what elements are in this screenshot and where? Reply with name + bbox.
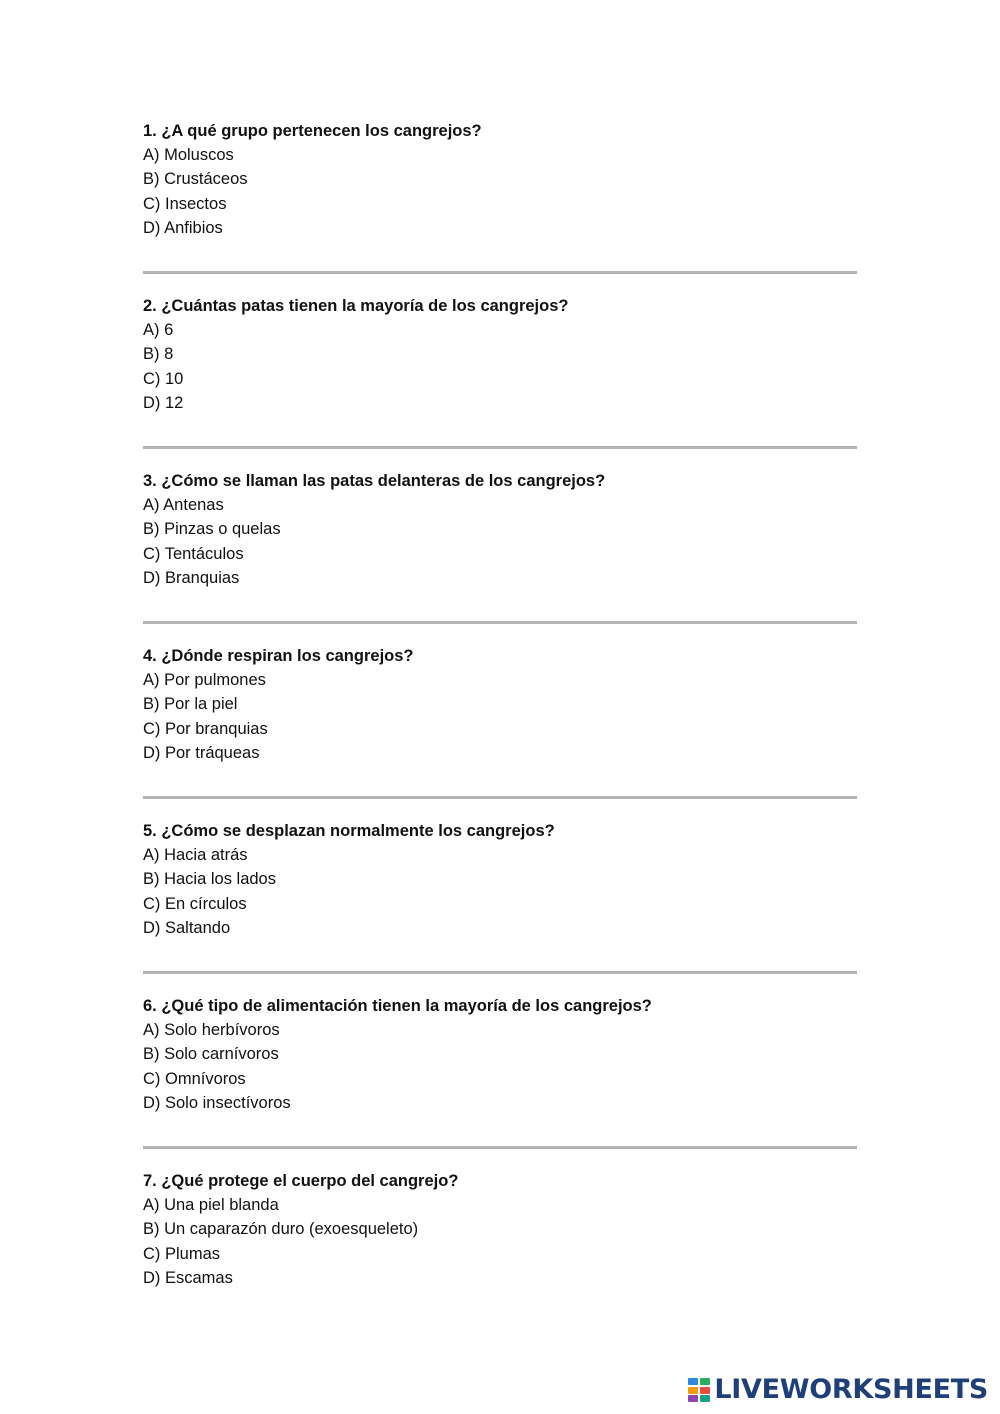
answer-option: B) 8 (143, 345, 174, 364)
question-5 (143, 819, 857, 992)
question-4 (143, 644, 857, 817)
answer-option: C) Plumas (143, 1244, 221, 1263)
answer-option: D) Anfibios (143, 218, 223, 237)
logo-tile (700, 1395, 710, 1402)
answer-option: B) Crustáceos (143, 170, 248, 189)
question-title: 6. ¿Qué tipo de alimentación tienen la mayoría de los cangrejos? (143, 997, 652, 1015)
logo-tile (688, 1378, 698, 1385)
answer-option: A) Una piel blanda (143, 1196, 279, 1214)
question-title: 2. ¿Cuántas patas tienen la mayoría de los cangrejos? (143, 297, 569, 315)
answer-option: D) Saltando (143, 918, 231, 937)
logo-tile (700, 1378, 710, 1385)
answer-option: B) Pinzas o quelas (143, 520, 281, 539)
divider (143, 446, 857, 449)
question-title: 7. ¿Qué protege el cuerpo del cangrejo? (143, 1172, 459, 1190)
question-title: 1. ¿A qué grupo pertenecen los cangrejos? (143, 122, 482, 140)
logo-tile (688, 1395, 698, 1402)
answer-option: D) Branquias (143, 568, 240, 587)
liveworksheets-brand[interactable] (688, 1374, 988, 1406)
divider (143, 971, 857, 974)
question-6 (143, 994, 857, 1167)
answer-option: D) Solo insectívoros (143, 1093, 291, 1112)
question-title: 4. ¿Dónde respiran los cangrejos? (143, 647, 414, 665)
divider (143, 271, 857, 274)
answer-option: A) Antenas (143, 496, 224, 514)
question-2 (143, 294, 857, 467)
answer-option: D) Escamas (143, 1268, 233, 1287)
answer-option: B) Solo carnívoros (143, 1045, 279, 1064)
question-title: 5. ¿Cómo se desplazan normalmente los cangrejos? (143, 822, 555, 840)
answer-option: A) Hacia atrás (143, 846, 248, 864)
question-7 (143, 1169, 857, 1342)
worksheet (143, 117, 857, 1342)
divider (143, 796, 857, 799)
answer-option: C) Omnívoros (143, 1069, 246, 1088)
answer-option: D) Por tráqueas (143, 743, 260, 762)
question-1 (143, 119, 857, 292)
divider (143, 1146, 857, 1149)
answer-option: C) Tentáculos (143, 544, 244, 563)
logo-tile (700, 1387, 710, 1394)
answer-option: A) 6 (143, 321, 174, 339)
liveworksheets-logo-icon (688, 1378, 710, 1402)
answer-option: C) Insectos (143, 194, 227, 213)
question-title: 3. ¿Cómo se llaman las patas delanteras de los cangrejos? (143, 472, 606, 490)
answer-option: A) Por pulmones (143, 671, 266, 689)
answer-option: A) Moluscos (143, 146, 234, 164)
answer-option: C) Por branquias (143, 719, 268, 738)
divider (143, 621, 857, 624)
answer-option: B) Por la piel (143, 695, 238, 714)
question-3 (143, 469, 857, 642)
answer-option: B) Un caparazón duro (exoesqueleto) (143, 1220, 419, 1239)
logo-tile (688, 1387, 698, 1394)
answer-option: D) 12 (143, 393, 184, 412)
brand-wordmark: LIVEWORKSHEETS (714, 1374, 988, 1405)
answer-option: C) En círculos (143, 894, 247, 913)
answer-option: B) Hacia los lados (143, 870, 276, 889)
answer-option: A) Solo herbívoros (143, 1021, 280, 1039)
answer-option: C) 10 (143, 369, 184, 388)
